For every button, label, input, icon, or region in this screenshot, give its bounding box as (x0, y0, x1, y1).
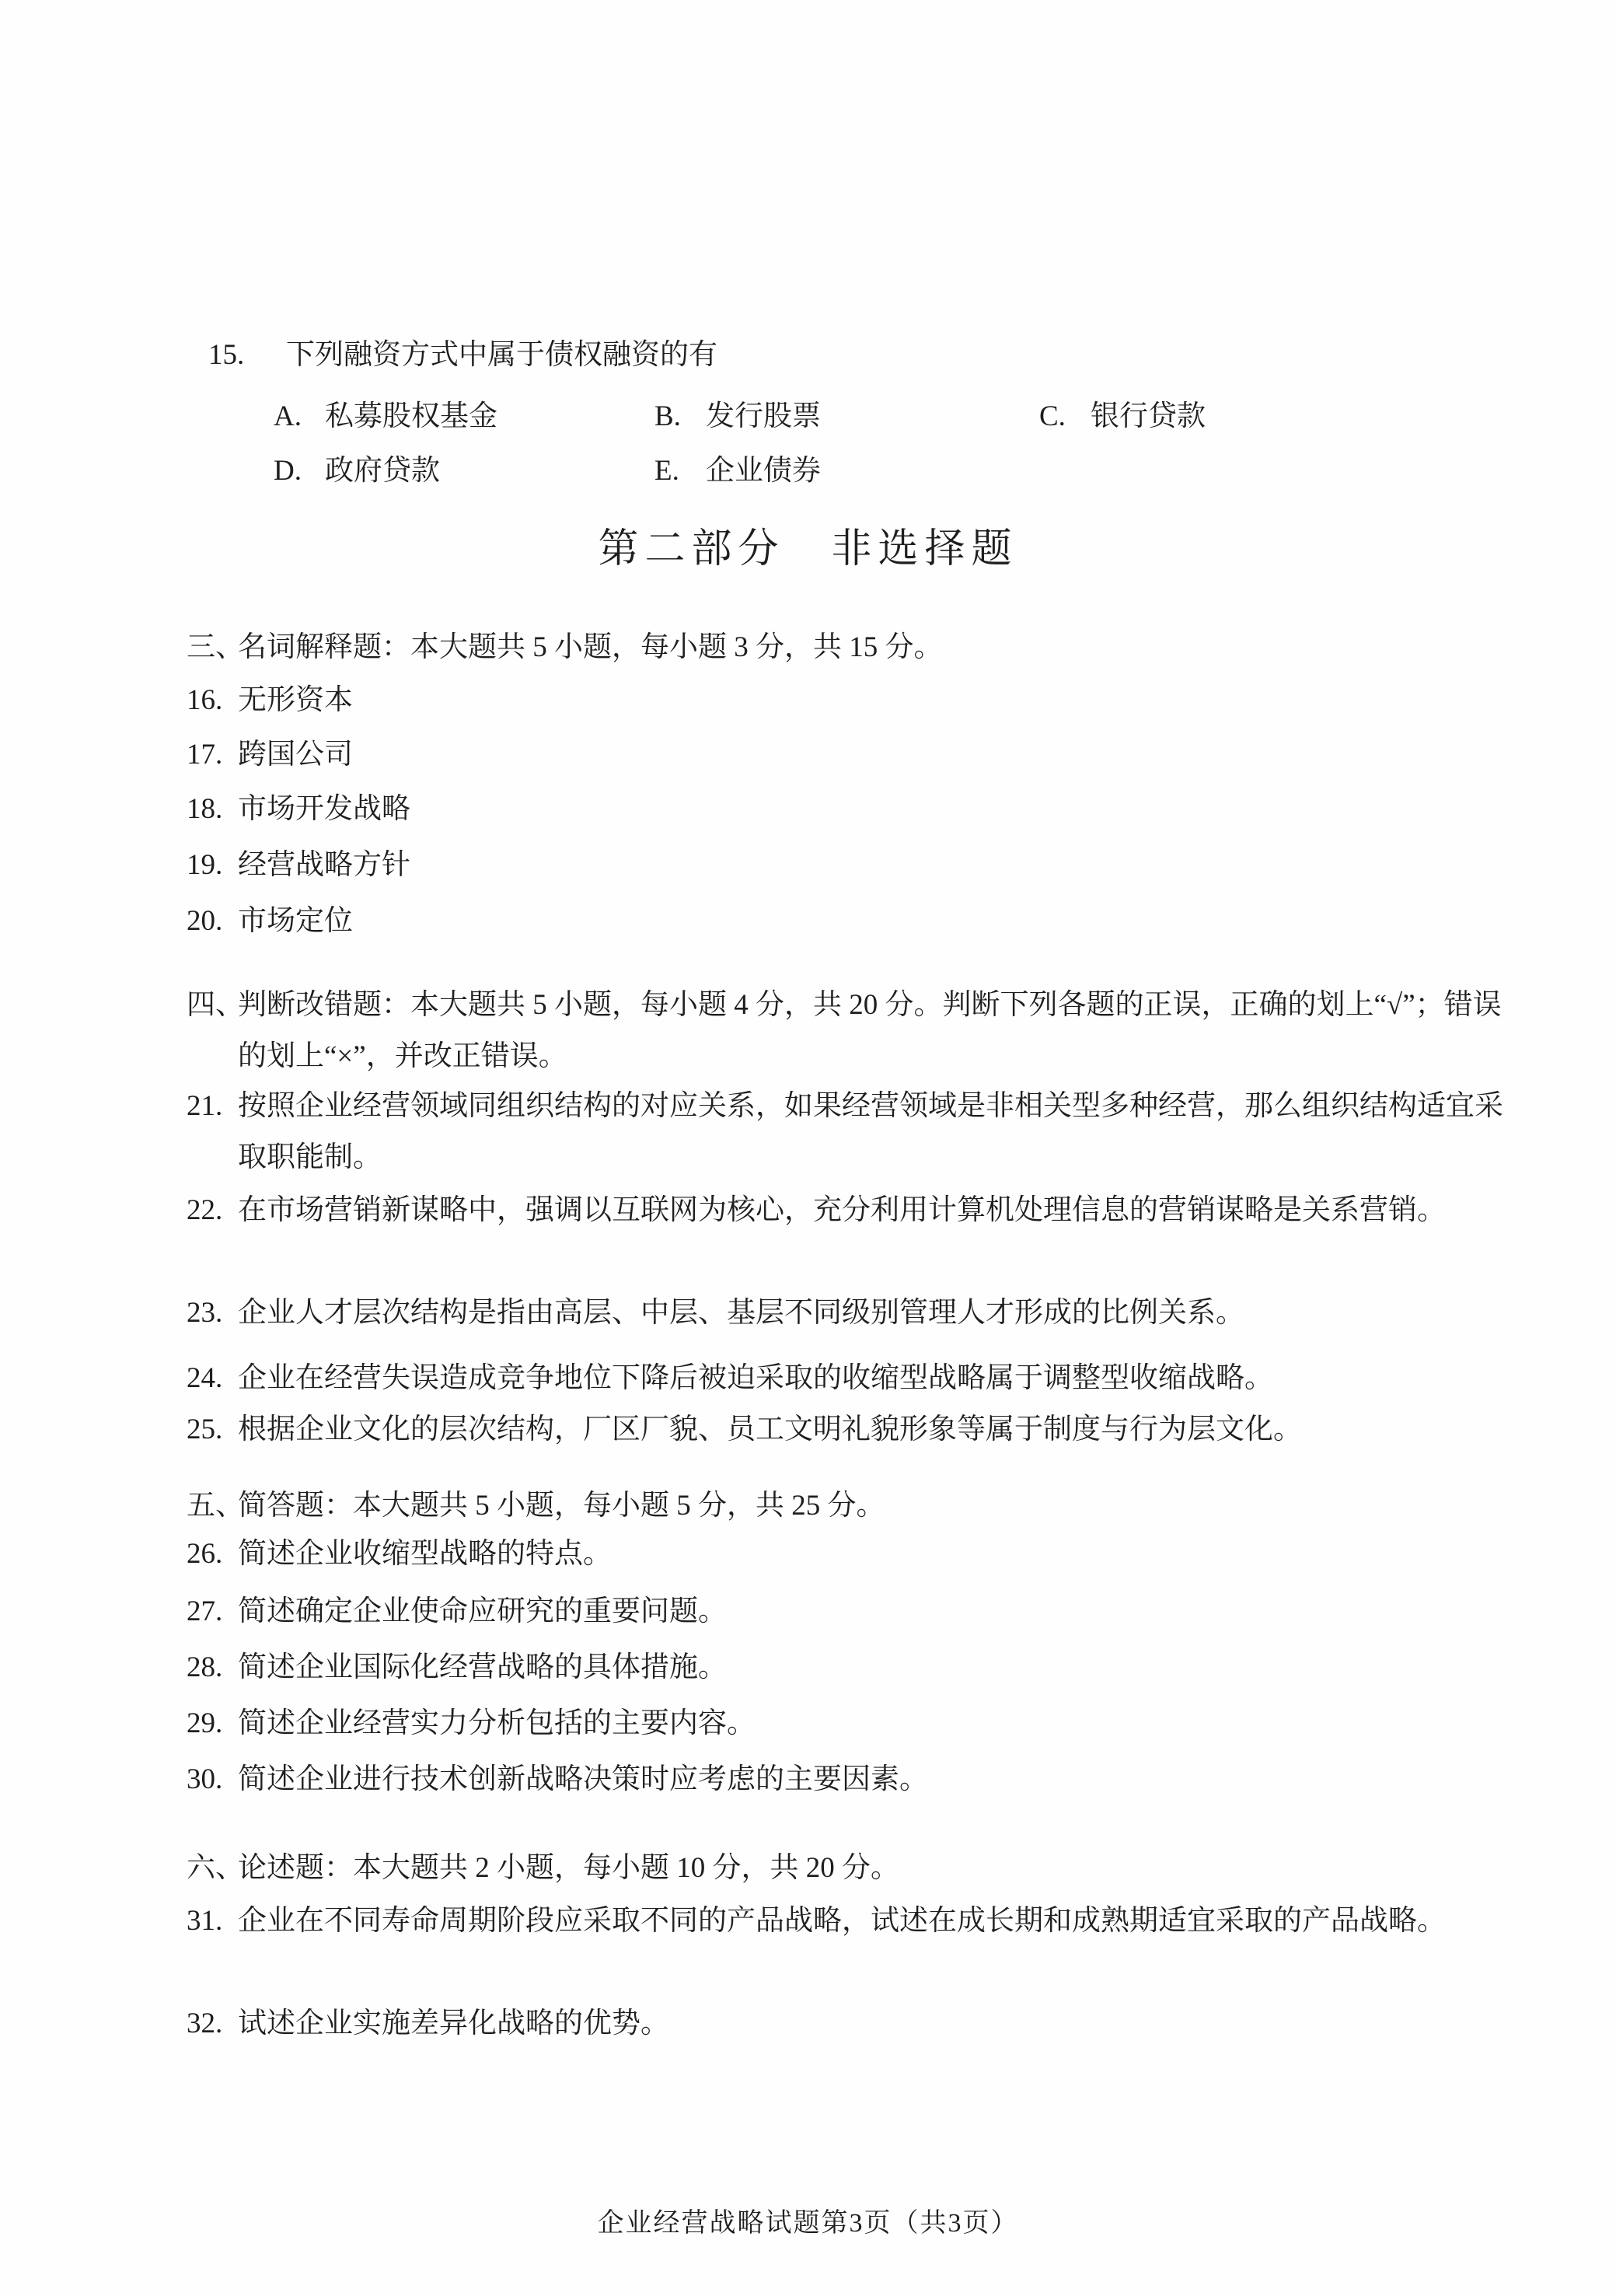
question-19 (187, 840, 1524, 891)
question-32-number: 32. (187, 2008, 223, 2039)
question-28-number: 28. (187, 1651, 223, 1683)
option-d (274, 453, 654, 507)
section-4-intro-text: 判断改错题：本大题共 5 小题，每小题 4 分，共 20 分。判断下列各题的正误，正确的划上“√”；错误的划上“×”，并改正错误。 (238, 989, 1502, 1072)
question-22-text: 在市场营销新谋略中，强调以互联网为核心，充分利用计算机处理信息的营销谋略是关系营销。 (238, 1194, 1446, 1226)
question-21 (187, 1081, 1524, 1183)
section-6-intro (187, 1843, 1524, 1894)
question-24-number: 24. (187, 1362, 223, 1394)
question-28-text: 简述企业国际化经营战略的具体措施。 (238, 1651, 727, 1683)
part-2-title: 第二部分 非选择题 (598, 527, 1018, 571)
question-15-options (274, 398, 1206, 507)
page-footer: 企业经营战略试题第3页（共3页） (597, 2209, 1019, 2238)
section-3-intro-text: 名词解释题：本大题共 5 小题，每小题 3 分，共 15 分。 (238, 631, 943, 663)
question-23-text: 企业人才层次结构是指由高层、中层、基层不同级别管理人才形成的比例关系。 (238, 1297, 1244, 1329)
section-3-marker: 三、 (187, 631, 244, 663)
question-29 (187, 1698, 1524, 1749)
option-a-text: 私募股权基金 (325, 400, 497, 432)
question-17 (187, 729, 1524, 781)
question-27 (187, 1586, 1524, 1637)
question-30 (187, 1754, 1524, 1805)
question-32-text: 试述企业实施差异化战略的优势。 (238, 2008, 669, 2039)
option-a (274, 398, 654, 453)
question-31-number: 31. (187, 1905, 223, 1937)
question-21-number: 21. (187, 1090, 223, 1122)
question-18-text: 市场开发战略 (238, 793, 410, 825)
option-d-text: 政府贷款 (325, 455, 440, 487)
section-5-intro-text: 简答题：本大题共 5 小题，每小题 5 分，共 25 分。 (238, 1490, 885, 1522)
question-30-text: 简述企业进行技术创新战略决策时应考虑的主要因素。 (238, 1763, 928, 1795)
question-29-number: 29. (187, 1707, 223, 1739)
option-a-label: A. (274, 400, 302, 432)
question-27-number: 27. (187, 1595, 223, 1627)
question-31-text: 企业在不同寿命周期阶段应采取不同的产品战略，试述在成长期和成熟期适宜采取的产品战略。 (238, 1905, 1446, 1937)
section-4-marker: 四、 (187, 989, 244, 1021)
question-28 (187, 1642, 1524, 1693)
question-25-number: 25. (187, 1414, 223, 1445)
question-25 (187, 1404, 1524, 1456)
option-b-label: B. (654, 400, 681, 432)
section-6-marker: 六、 (187, 1852, 244, 1884)
option-e (654, 453, 1039, 507)
section-5-marker: 五、 (187, 1490, 244, 1522)
question-21-text: 按照企业经营领域同组织结构的对应关系，如果经营领域是非相关型多种经营，那么组织结构适宜采取职能制。 (238, 1090, 1503, 1173)
question-32 (187, 1998, 1524, 2050)
question-26-text: 简述企业收缩型战略的特点。 (238, 1538, 612, 1570)
question-15-text: 下列融资方式中属于债权融资的有 (286, 339, 717, 371)
section-5-intro (187, 1480, 1524, 1532)
question-16-text: 无形资本 (238, 684, 353, 716)
question-29-text: 简述企业经营实力分析包括的主要内容。 (238, 1707, 756, 1739)
question-27-text: 简述确定企业使命应研究的重要问题。 (238, 1595, 727, 1627)
question-16-number: 16. (187, 684, 223, 716)
option-b-text: 发行股票 (706, 400, 821, 432)
option-d-label: D. (274, 455, 302, 487)
question-20 (187, 896, 1524, 947)
question-20-text: 市场定位 (238, 905, 353, 937)
section-3-intro (187, 622, 1524, 673)
question-15-number: 15. (208, 339, 245, 371)
question-23 (187, 1288, 1524, 1339)
question-26-number: 26. (187, 1538, 223, 1570)
question-24 (187, 1353, 1524, 1404)
option-c-label: C. (1039, 400, 1066, 432)
question-17-number: 17. (187, 739, 223, 771)
question-22-number: 22. (187, 1194, 223, 1226)
section-4-intro (187, 980, 1524, 1082)
option-b (654, 398, 1039, 453)
question-19-number: 19. (187, 849, 223, 881)
option-c (1039, 398, 1206, 453)
question-19-text: 经营战略方针 (238, 849, 410, 881)
question-18 (187, 784, 1524, 835)
question-26 (187, 1529, 1524, 1580)
section-6-intro-text: 论述题：本大题共 2 小题，每小题 10 分，共 20 分。 (238, 1852, 899, 1884)
question-31 (187, 1896, 1524, 1947)
question-25-text: 根据企业文化的层次结构，厂区厂貌、员工文明礼貌形象等属于制度与行为层文化。 (238, 1414, 1302, 1445)
question-23-number: 23. (187, 1297, 223, 1329)
question-20-number: 20. (187, 905, 223, 937)
question-24-text: 企业在经营失误造成竞争地位下降后被迫采取的收缩型战略属于调整型收缩战略。 (238, 1362, 1273, 1394)
option-e-label: E. (654, 455, 679, 487)
question-18-number: 18. (187, 793, 223, 825)
option-c-text: 银行贷款 (1091, 400, 1206, 432)
question-22 (187, 1185, 1524, 1236)
question-30-number: 30. (187, 1763, 223, 1795)
option-e-text: 企业债券 (706, 455, 821, 487)
question-17-text: 跨国公司 (238, 739, 353, 771)
question-15 (208, 330, 1545, 381)
question-16 (187, 675, 1524, 726)
